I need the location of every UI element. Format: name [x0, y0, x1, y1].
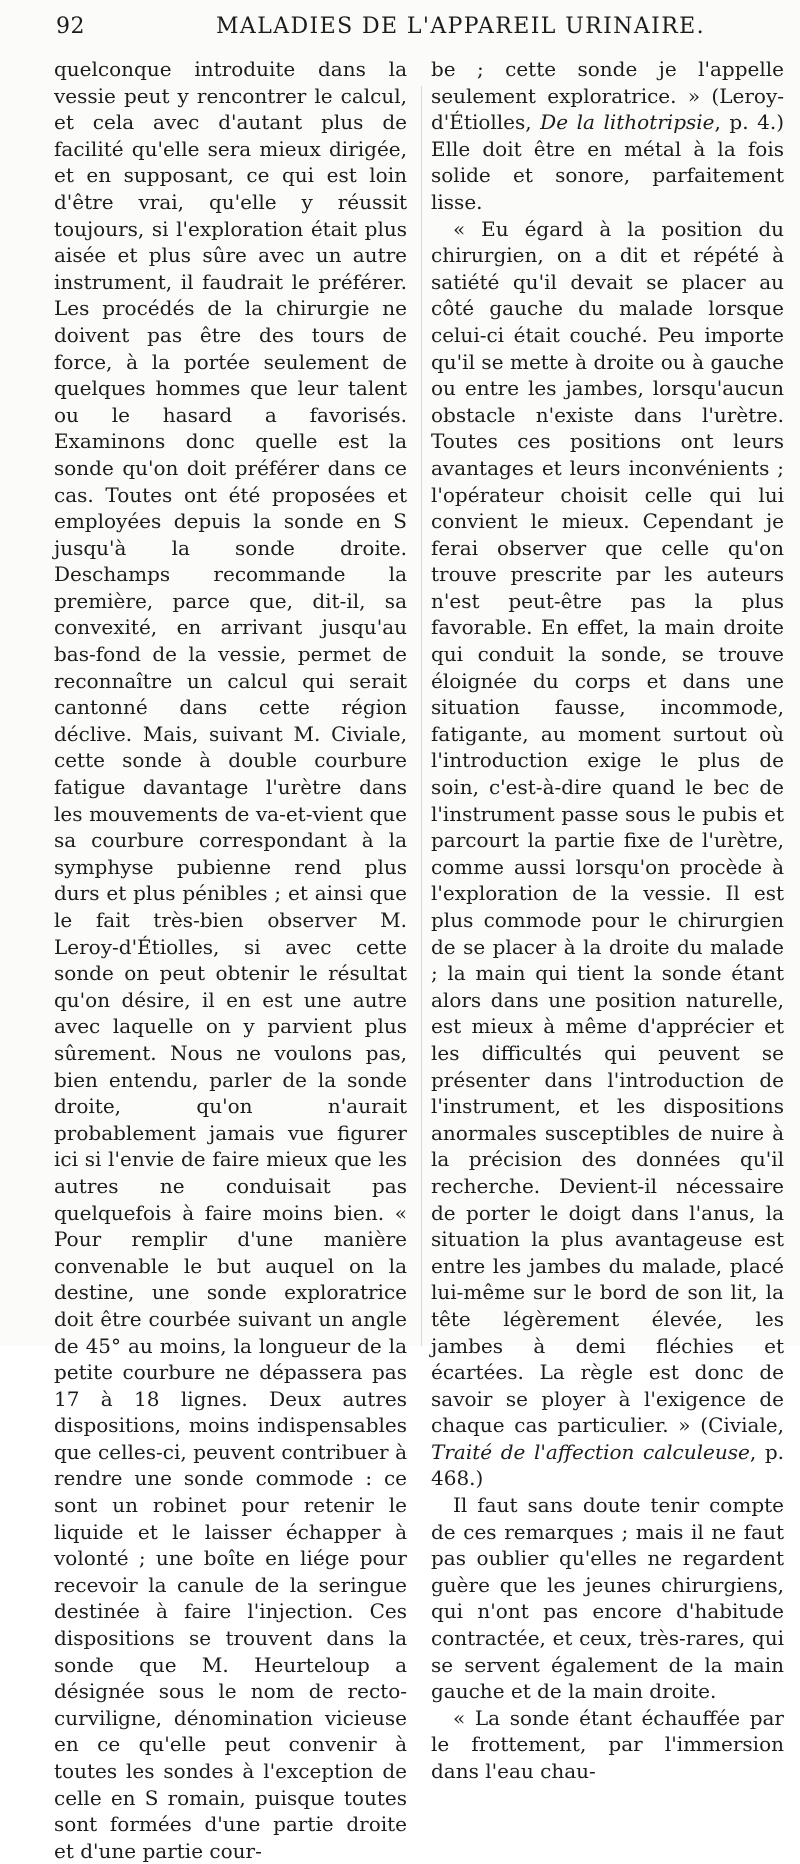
paragraph-text: be ; cette sonde je l'appelle seulement exploratrice. » (Leroy-d'Étiolles,: [431, 57, 784, 135]
paragraph: « La sonde étant échauffée par le frottement, par l'immersion dans l'eau chau-: [431, 1705, 784, 1783]
column-divider: [421, 86, 422, 1346]
page-number: 92: [56, 14, 85, 39]
running-title: MALADIES DE L'APPAREIL URINAIRE.: [216, 14, 706, 39]
cited-work-title: Traité de l'affection calculeuse: [431, 1439, 750, 1464]
paragraph: [431, 56, 784, 216]
right-column: [431, 56, 784, 1785]
paragraph: quelconque introduite dans la vessie peut y rencontrer le calcul, et cela avec d'autant plus de facilité qu'elle sera mieux dirigée, et en supposant, ce qui est loin d'être vrai, qu'elle y réussit toujours, si l'exploration était plus aisée et plus sûre avec un autre instrument, il faudrait le préférer. Les procédés de la chirurgie ne doivent pas être des tours de force, à la portée seulement de quelques hommes que leur talent ou le hasard a favorisés. Examinons donc quelle est la sonde qu'on doit préférer dans ce cas. Toutes ont été proposées et employées depuis la sonde en S jusqu'à la sonde droite. Deschamps recommande la première, parce que, dit-il, sa convexité, en arrivant jusqu'au bas-fond de la vessie, permet de reconnaître un calcul qui serait cantonné dans cette région déclive. Mais, suivant M. Civiale, cette sonde à double courbure fatigue davantage l'urètre dans les mouvements de va-et-vient que sa courbure correspondant à la symphyse pubienne rend plus durs et plus pénibles ; et ainsi que le fait très-bien observer M. Leroy-d'Étiolles, si avec cette sonde on peut obtenir le résultat qu'on désire, il en est une autre avec laquelle on y parvient plus sûrement. Nous ne voulons pas, bien entendu, parler de la sonde droite, qu'on n'aurait probablement jamais vue figurer ici si l'envie de faire mieux que les autres ne conduisait pas quelquefois à faire moins bien. « Pour remplir d'une manière convenable le but auquel on la destine, une sonde exploratrice doit être courbée suivant un angle de 45° au moins, la longueur de la petite courbure ne dépassera pas 17 à 18 lignes. Deux autres dispositions, moins indispensables que celles-ci, peuvent contribuer à rendre une sonde commode : ce sont un robinet pour retenir le liquide et le laisser échapper à volonté ; une boîte en liége pour recevoir la canule de la seringue destinée à faire l'injection. Ces dispositions se trouvent dans la sonde que M. Heurteloup a désignée sous le nom de recto-curviligne, dénomination vicieuse en ce qu'elle peut convenir à toutes les sondes à l'exception de celle en S romain, puisque toutes sont formées d'une partie droite et d'une partie cour-: [54, 57, 407, 1863]
paragraph-text: , p. 4.) Elle doit être en métal à la fois solide et sonore, parfaitement lisse.: [431, 110, 784, 214]
paragraph-text: « Eu égard à la position du chirurgien, on a dit et répété à satiété qu'il devait se placer au côté gauche du malade lorsque celui-ci était couché. Peu importe qu'il se mette à droite ou à gauche ou entre les jambes, lorsqu'aucun obstacle n'existe dans l'urètre. Toutes ces positions ont leurs avantages et leurs inconvénients ; l'opérateur choisit celle qui lui convient le mieux. Cependant je ferai observer que celle qu'on trouve prescrite par les auteurs n'est peut-être pas la plus favorable. En effet, la main droite qui conduit la sonde, se trouve éloignée du corps et dans une situation fausse, incommode, fatigante, au moment surtout où l'introduction exige le plus de soin, c'est-à-dire quand le bec de l'instrument passe sous le pubis et parcourt la partie fixe de l'urètre, comme aussi lorsqu'on procède à l'exploration de la vessie. Il est plus commode pour le chirurgien de se placer à la droite du malade ; la main qui tient la sonde étant alors dans une position naturelle, est mieux à même d'apprécier et les difficultés qui peuvent se présenter dans l'introduction de l'instrument, et les dispositions anormales susceptibles de nuire à la précision des données qu'il recherche. Devient-il nécessaire de porter le doigt dans l'anus, la situation la plus avantageuse est entre les jambes du malade, placé lui-même sur le bord de son lit, la tête légèrement élevée, les jambes à demi fléchies et écartées. La règle est donc de savoir se ployer à l'exigence de chaque cas particulier. » (Civiale,: [431, 216, 784, 1438]
paragraph-text: , p. 468.): [431, 1439, 784, 1491]
running-head: [56, 6, 770, 46]
paragraph: Il faut sans doute tenir compte de ces remarques ; mais il ne faut pas oublier qu'elles ne regardent guère que les jeunes chirurgiens, qui n'ont pas encore d'habitude contractée, et ceux, très-rares, qui se servent également de la main gauche et de la main droite.: [431, 1493, 784, 1704]
cited-work-title: De la lithotripsie: [540, 110, 715, 135]
paragraph: [431, 216, 784, 1493]
left-column: [54, 56, 407, 1864]
